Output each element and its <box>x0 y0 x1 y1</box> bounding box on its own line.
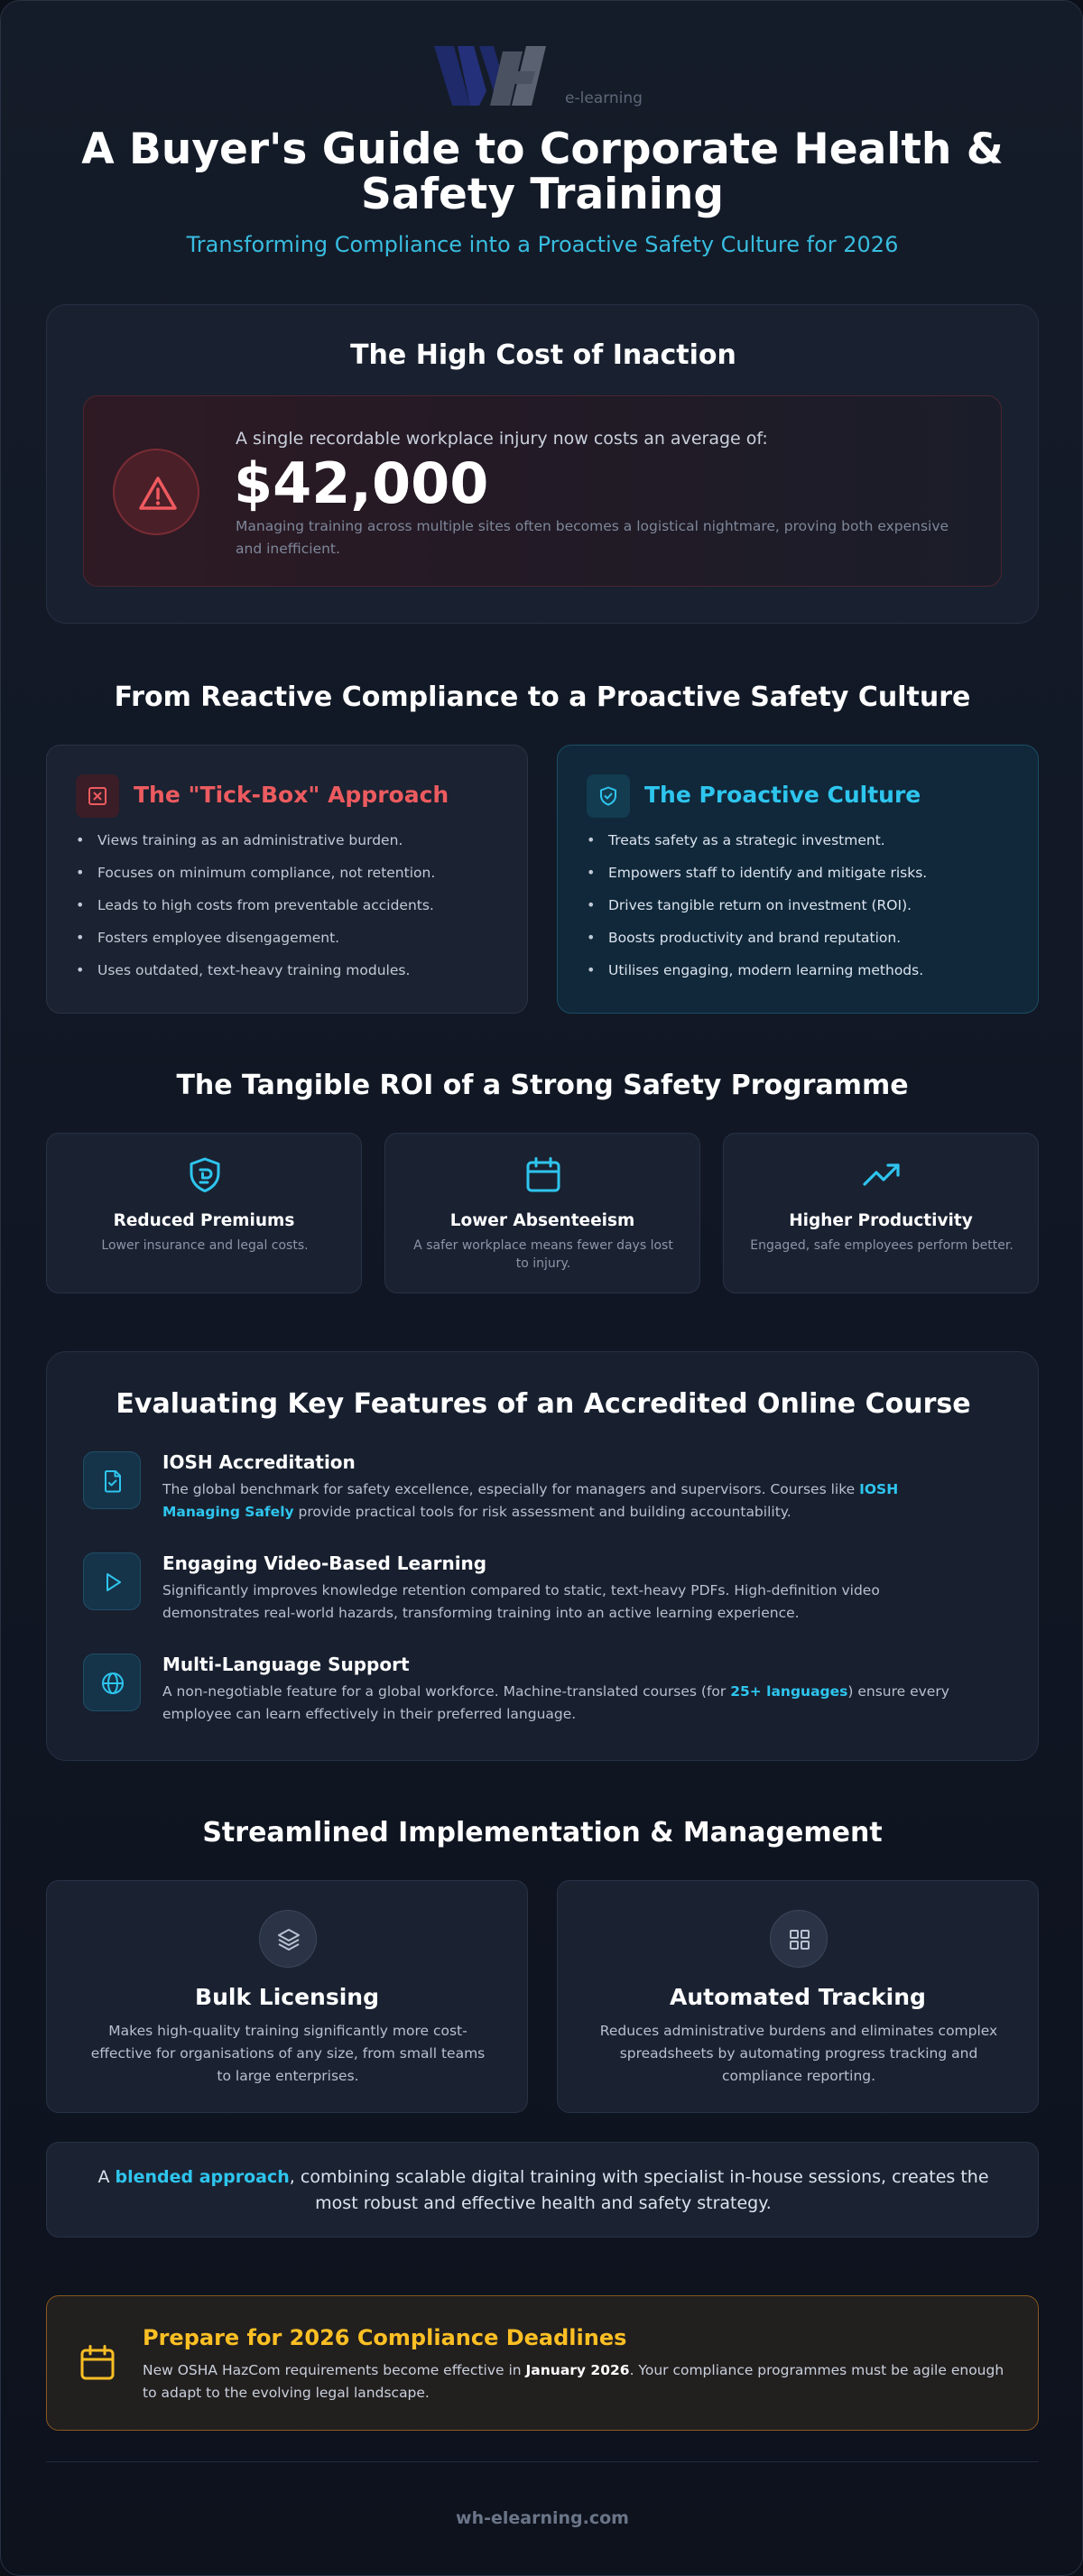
tick-box-list <box>76 832 435 995</box>
list-item: • Utilises engaging, modern learning methods. <box>587 962 927 995</box>
cost-note: Managing training across multiple sites often becomes a logistical nightmare, proving both expensive and inefficient. <box>236 518 949 557</box>
page-subtitle: Transforming Compliance into a Proactive Safety Culture for 2026 <box>186 232 899 257</box>
feature-icon-badge <box>83 1552 141 1610</box>
roi-desc: Engaged, safe employees perform better. <box>750 1238 1014 1253</box>
list-item: • Fosters employee disengagement. <box>76 930 435 962</box>
cost-callout <box>83 395 1002 587</box>
implementation-heading: Streamlined Implementation & Management <box>202 1817 883 1849</box>
automated-tracking-card <box>557 1880 1039 2113</box>
shield-coin-icon <box>185 1155 225 1195</box>
cost-heading: The High Cost of Inaction <box>350 339 736 371</box>
roi-desc: Lower insurance and legal costs. <box>101 1238 309 1253</box>
impl-title: Automated Tracking <box>670 1984 926 2010</box>
features-heading: Evaluating Key Features of an Accredited Online Course <box>116 1388 971 1420</box>
deadline-desc: New OSHA HazCom requirements become effective in January 2026. Your compliance programmes must be agile enough to adapt to the evolving legal landscape. <box>143 2362 1004 2401</box>
deadline-date: January 2026 <box>525 2362 630 2378</box>
shield-check-icon <box>597 785 619 807</box>
roi-title: Higher Productivity <box>789 1211 973 1230</box>
warning-icon <box>136 472 180 515</box>
document-check-icon <box>100 1469 125 1494</box>
feature-highlight: 25+ languages <box>730 1683 848 1700</box>
roi-desc: A safer workplace means fewer days lost to injury. <box>413 1238 673 1271</box>
proactive-list <box>587 832 927 995</box>
proactive-icon-badge <box>587 774 630 818</box>
roi-title: Lower Absenteeism <box>449 1211 635 1230</box>
list-item: • Uses outdated, text-heavy training modules. <box>76 962 435 995</box>
roi-heading: The Tangible ROI of a Strong Safety Programme <box>176 1070 909 1101</box>
grid-icon <box>787 1927 812 1952</box>
blended-highlight: blended approach <box>115 2167 290 2187</box>
layers-icon-badge <box>259 1910 317 1968</box>
trending-up-icon <box>862 1155 902 1195</box>
list-item: • Treats safety as a strategic investment. <box>587 832 927 865</box>
impl-title: Bulk Licensing <box>195 1984 379 2010</box>
impl-desc: Makes high-quality training significantly more cost-effective for organisations of any size, from small teams to large enterprises. <box>90 2023 486 2084</box>
page-title: A Buyer's Guide to Corporate Health & Safety Training <box>81 125 1004 219</box>
globe-icon <box>100 1671 125 1696</box>
feature-title: Engaging Video-Based Learning <box>162 1552 487 1574</box>
deadline-callout <box>46 2295 1039 2431</box>
list-item: • Views training as an administrative burden. <box>76 832 435 865</box>
tick-box-card <box>46 745 528 1014</box>
blended-approach-callout <box>46 2142 1039 2238</box>
cost-section <box>46 304 1039 624</box>
tick-box-icon-badge <box>76 774 119 818</box>
x-box-icon <box>87 785 108 807</box>
impl-desc: Reduces administrative burdens and eliminates complex spreadsheets by automating progress tracking and compliance reporting. <box>599 2023 998 2084</box>
list-item: • Focuses on minimum compliance, not retention. <box>76 865 435 897</box>
grid-icon-badge <box>770 1910 828 1968</box>
footer-site-link[interactable]: wh-elearning.com <box>456 2508 629 2528</box>
proactive-title: The Proactive Culture <box>644 782 921 808</box>
feature-desc: The global benchmark for safety excellence, especially for managers and supervisors. Courses like IOSH Managing Safely provide practical tools for risk assessment and building accountability. <box>162 1481 899 1520</box>
cost-lead: A single recordable workplace injury now costs an average of: <box>236 429 768 449</box>
warning-badge <box>113 449 199 535</box>
calendar-icon <box>78 2343 117 2383</box>
bulk-licensing-card <box>46 1880 528 2113</box>
feature-title: Multi-Language Support <box>162 1654 410 1675</box>
list-item: • Leads to high costs from preventable accidents. <box>76 897 435 930</box>
layers-icon <box>276 1927 301 1952</box>
feature-desc: A non-negotiable feature for a global workforce. Machine-translated courses (for 25+ languages) ensure every employee can learn effectively in their preferred language. <box>162 1683 949 1722</box>
feature-title: IOSH Accreditation <box>162 1451 356 1473</box>
roi-card-premiums <box>46 1133 362 1293</box>
cost-value: $42,000 <box>234 450 489 516</box>
list-item: • Boosts productivity and brand reputation. <box>587 930 927 962</box>
feature-icon-badge <box>83 1654 141 1711</box>
roi-card-absenteeism <box>384 1133 700 1293</box>
feature-icon-badge <box>83 1451 141 1509</box>
list-item: • Drives tangible return on investment (ROI). <box>587 897 927 930</box>
feature-desc: Significantly improves knowledge retention compared to static, text-heavy PDFs. High-definition video demonstrates real-world hazards, transforming training into an active learning experience. <box>162 1582 880 1621</box>
list-item: • Empowers staff to identify and mitigate risks. <box>587 865 927 897</box>
features-section <box>46 1351 1039 1761</box>
play-icon <box>100 1570 125 1595</box>
logo-text: e-learning <box>565 89 643 107</box>
tick-box-title: The "Tick-Box" Approach <box>134 782 449 808</box>
feature-highlight: IOSH Managing Safely <box>162 1481 899 1520</box>
roi-title: Reduced Premiums <box>113 1211 295 1230</box>
footer-divider <box>46 2461 1039 2462</box>
deadline-title: Prepare for 2026 Compliance Deadlines <box>143 2325 627 2350</box>
calendar-icon <box>523 1155 563 1195</box>
blended-approach-text: A blended approach, combining scalable digital training with specialist in-house sessions, creates the most robust and effective health and safety strategy. <box>97 2167 989 2213</box>
proactive-card <box>557 745 1039 1014</box>
compare-heading: From Reactive Compliance to a Proactive Safety Culture <box>114 681 971 713</box>
roi-card-productivity <box>723 1133 1039 1293</box>
